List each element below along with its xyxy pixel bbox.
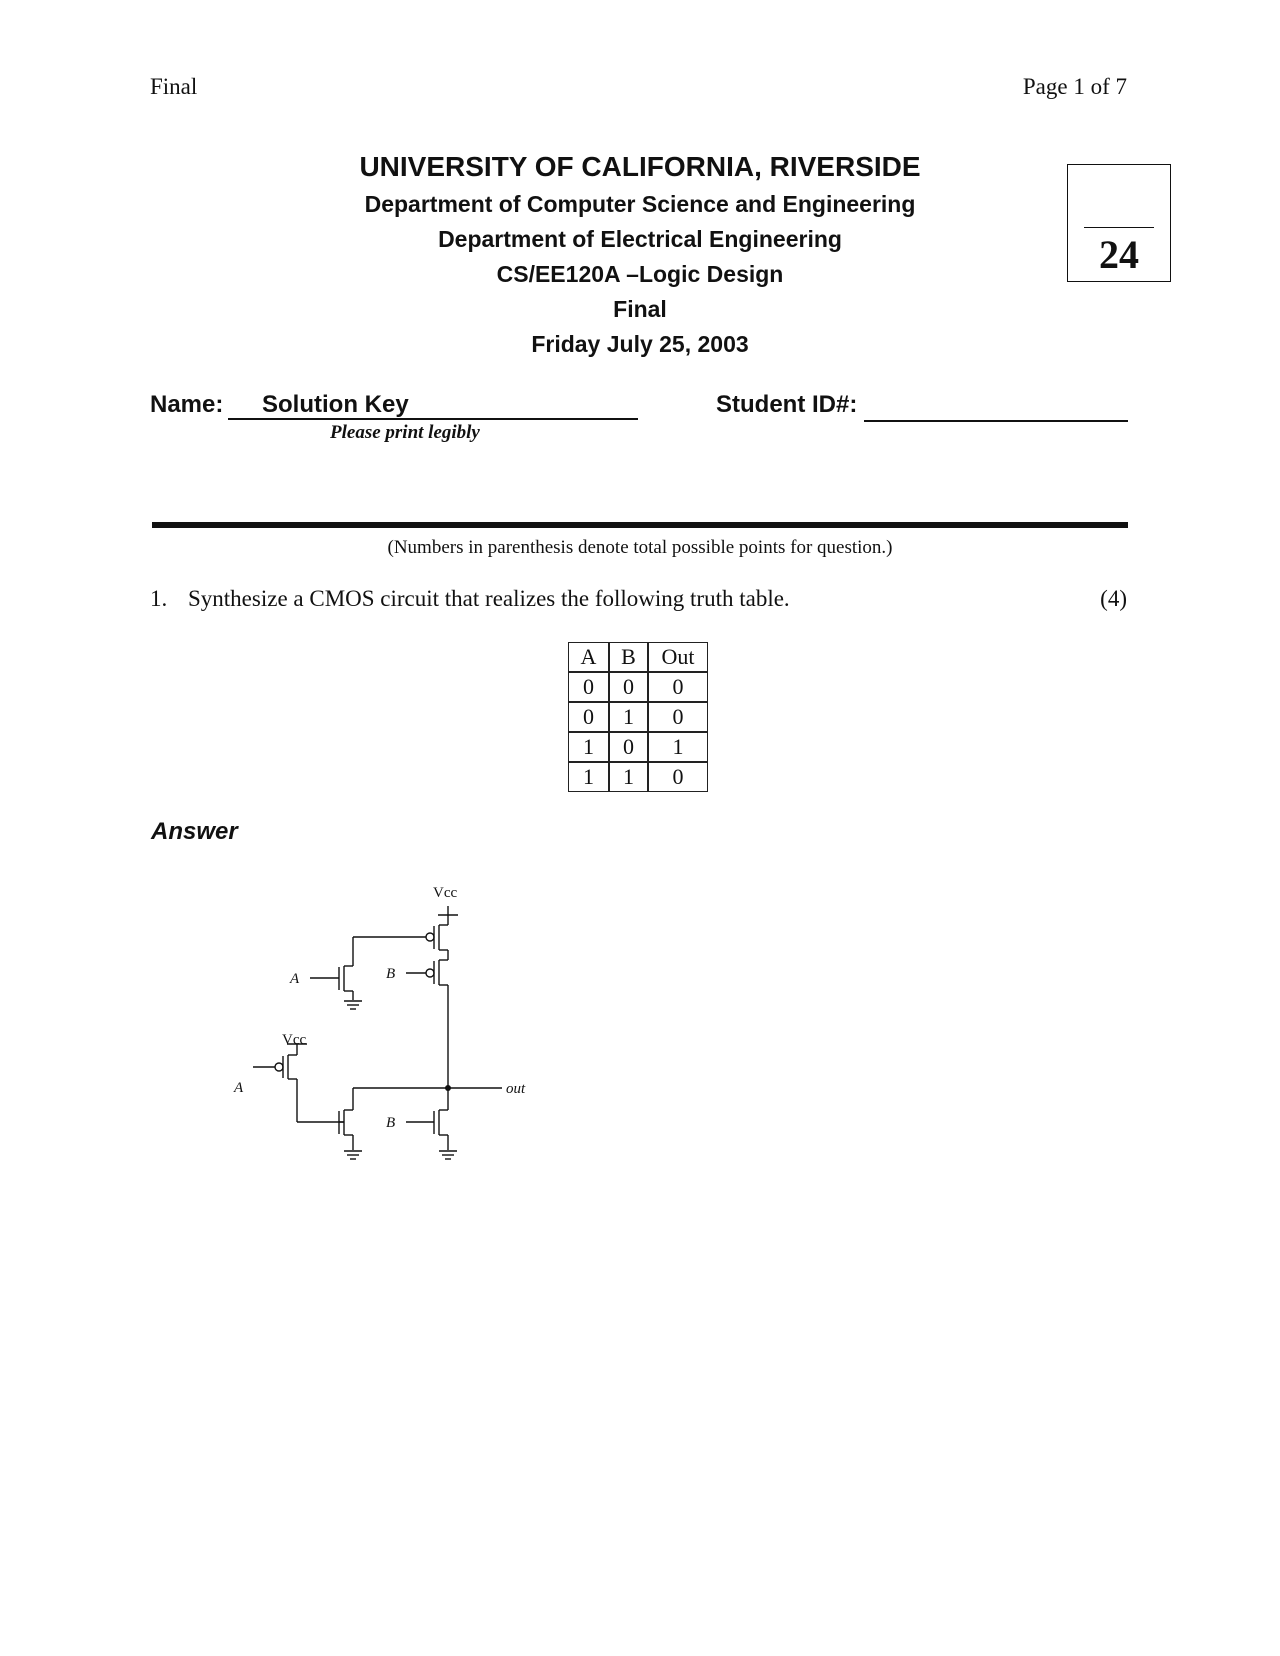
table-cell: 0 [568,702,609,732]
input-a-label: A [290,971,300,987]
points-note: (Numbers in parenthesis denote total possible points for question.) [387,537,893,558]
table-header: Out [648,642,708,672]
input-a-label: A [234,1080,244,1096]
university-title: UNIVERSITY OF CALIFORNIA, RIVERSIDE [359,151,921,182]
table-cell: 0 [609,732,648,762]
input-b-label: B [386,1115,396,1131]
table-cell: 1 [609,762,648,792]
header-left: Final [150,74,198,99]
vcc-left-label: Vcc [282,1032,307,1048]
output-label: out [506,1081,526,1097]
pmos-bubble [275,1063,283,1071]
question-points: (4) [1100,586,1127,611]
table-cell: 0 [648,762,708,792]
pmos-bubble [426,969,434,977]
table-header: A [568,642,609,672]
table-cell: 0 [648,702,708,732]
table-cell: 1 [568,762,609,792]
answer-label: Answer [151,818,238,845]
table-cell: 0 [568,672,609,702]
exam-date: Friday July 25, 2003 [531,331,749,357]
page-number: Page 1 of 7 [1022,74,1127,99]
table-header: B [609,642,648,672]
output-node-dot [445,1085,451,1091]
print-note: Please print legibly [330,422,480,443]
pmos-bubble [426,933,434,941]
vcc-top-label: Vcc [433,885,458,901]
question-number: 1. [150,586,168,611]
name-field[interactable]: Solution Key [228,391,638,420]
table-cell: 1 [648,732,708,762]
score-total: 24 [1099,232,1139,277]
course-title: CS/EE120A –Logic Design [496,261,784,287]
table-cell: 0 [648,672,708,702]
input-b-label: B [386,966,396,982]
table-cell: 1 [609,702,648,732]
exam-title: Final [613,296,667,322]
table-cell: 1 [568,732,609,762]
department-ee: Department of Electrical Engineering [438,226,842,252]
department-cs: Department of Computer Science and Engineering [364,191,916,217]
table-cell: 0 [609,672,648,702]
student-id-label: Student ID#: [716,391,858,418]
name-label: Name: [150,391,224,418]
question-text: Synthesize a CMOS circuit that realizes the following truth table. [188,586,790,611]
